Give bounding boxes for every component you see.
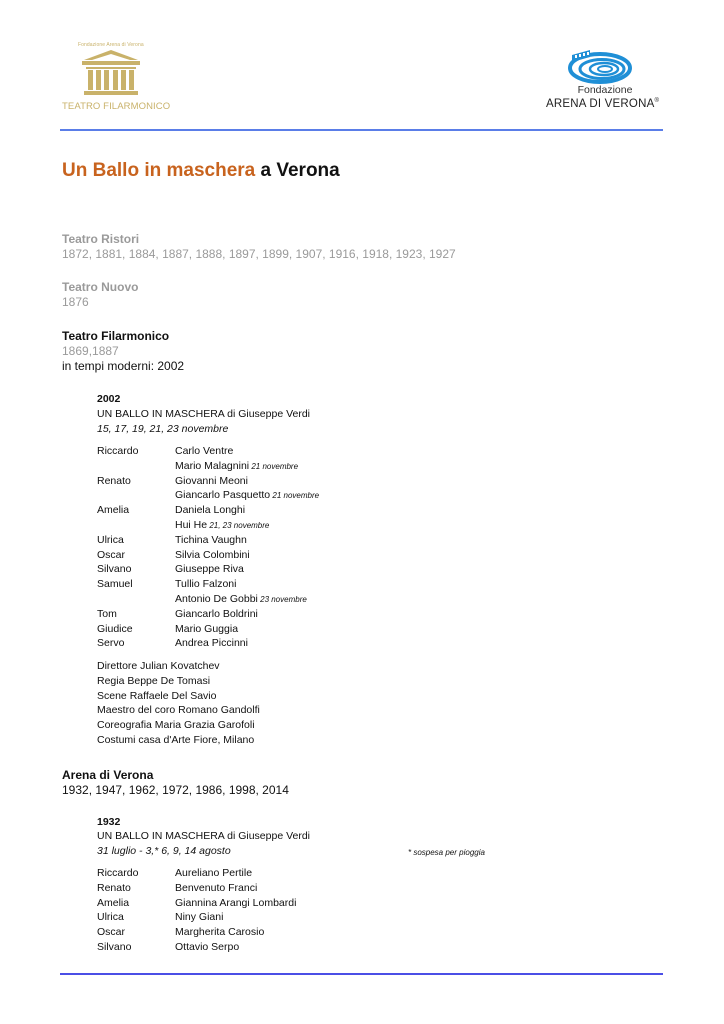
cast-role: Ulrica: [97, 911, 124, 924]
cast-role: Servo: [97, 637, 125, 650]
cast-singer: Giancarlo Pasquetto 21 novembre: [175, 489, 320, 502]
cast-date-note: 21, 23 novembre: [207, 521, 270, 530]
cast-date-note: 21 novembre: [249, 461, 299, 471]
cast-singer: Silvia Colombini: [175, 548, 250, 561]
cast-singer: Niny Giani: [175, 911, 224, 924]
cast-role: Amelia: [97, 504, 130, 517]
cast-singer: Aureliano Pertile: [175, 867, 253, 879]
cast-role: Renato: [97, 474, 131, 487]
page-title: [62, 160, 340, 182]
cast-singer: Tullio Falzoni: [175, 578, 237, 591]
venue-years-filarmonico: 1869,1887: [62, 344, 119, 358]
cast-role: Samuel: [97, 578, 133, 591]
cast-singer: Margherita Carosio: [175, 926, 265, 939]
cast-singer: Daniela Longhi: [175, 504, 246, 517]
credit-line: Coreografia Maria Grazia Garofoli: [97, 719, 255, 732]
credit-line: Direttore Julian Kovatchev: [97, 660, 220, 672]
footer-rule: [60, 973, 663, 975]
production-2002-dates: [97, 423, 228, 435]
production-year: 1932: [97, 816, 121, 828]
cast-singer: Ottavio Serpo: [175, 941, 240, 953]
cast-singer: Tichina Vaughn: [175, 533, 247, 546]
cast-singer: Giancarlo Boldrini: [175, 607, 258, 620]
footnote-rain: * sospesa per pioggia: [408, 848, 485, 857]
temple-icon: [80, 50, 142, 98]
cast-role: Silvano: [97, 941, 132, 953]
cast-singer: Hui He 21, 23 novembre: [175, 519, 270, 531]
venue-years-ristori: 1872, 1881, 1884, 1887, 1888, 1897, 1899, 1907, 1916, 1918, 1923, 1927: [62, 247, 456, 261]
logo-arena-text: ARENA DI VERONA: [546, 98, 655, 110]
cast-role: Ulrica: [97, 533, 124, 546]
credit-line: Scene Raffaele Del Savio: [97, 689, 217, 702]
cast-singer: Carlo Ventre: [175, 445, 234, 457]
cast-role: Giudice: [97, 622, 133, 635]
cast-singer: Mario Malagnini 21 novembre: [175, 459, 299, 472]
production-2002-year: [97, 393, 120, 405]
production-1932-year: [97, 816, 120, 828]
venue-name-ristori: Teatro Ristori: [62, 232, 140, 246]
cast-role: Riccardo: [97, 867, 139, 879]
cast-role: Tom: [97, 607, 117, 620]
production-dates: 31 luglio - 3,* 6, 9, 14 agosto: [97, 845, 231, 857]
cast-singer: Antonio De Gobbi 23 novembre: [175, 593, 307, 605]
cast-singer: Mario Guggia: [175, 622, 239, 635]
fondazione-arena-logo: [540, 44, 670, 120]
cast-role: Amelia: [97, 896, 130, 909]
production-dates: 15, 17, 19, 21, 23 novembre: [97, 423, 229, 435]
venue-years-arena: 1932, 1947, 1962, 1972, 1986, 1998, 2014: [62, 783, 289, 797]
venue-modern-filarmonico: in tempi moderni: 2002: [62, 359, 185, 373]
credit-line: Costumi casa d'Arte Fiore, Milano: [97, 734, 255, 746]
production-1932-dates: [97, 845, 231, 857]
cast-singer: Giuseppe Riva: [175, 563, 244, 576]
venue-name-arena: Arena di Verona: [62, 768, 154, 782]
venue-years-nuovo: 1876: [62, 295, 89, 309]
production-2002-title: UN BALLO IN MASCHERA di Giuseppe Verdi: [97, 408, 311, 420]
production-year: 2002: [97, 393, 121, 405]
cast-role: Silvano: [97, 563, 132, 576]
cast-role: Riccardo: [97, 445, 139, 457]
logo-line-arena: [546, 98, 659, 110]
header-rule: [60, 129, 663, 131]
cast-date-note: 21 novembre: [270, 491, 320, 501]
cast-date-note: 23 novembre: [257, 595, 307, 604]
logo-caption-top: Fondazione Arena di Verona: [78, 42, 144, 48]
cast-singer: Andrea Piccinni: [175, 637, 248, 650]
venue-name-filarmonico: Teatro Filarmonico: [62, 329, 170, 343]
logo-line-fondazione: Fondazione: [577, 84, 633, 96]
title-accent: Un Ballo in maschera: [62, 160, 256, 181]
cast-singer: Benvenuto Franci: [175, 881, 258, 894]
credit-line: Regia Beppe De Tomasi: [97, 674, 211, 687]
production-1932-title: UN BALLO IN MASCHERA di Giuseppe Verdi: [97, 830, 311, 842]
cast-singer: Giannina Arangi Lombardi: [175, 896, 297, 909]
cast-singer: Giovanni Meoni: [175, 474, 248, 487]
teatro-filarmonico-logo: [62, 38, 172, 118]
arena-rings-icon: [566, 46, 632, 84]
cast-role: Renato: [97, 881, 131, 894]
cast-role: Oscar: [97, 548, 126, 561]
registered-mark: ®: [654, 98, 660, 105]
logo-caption-bottom: TEATRO FILARMONICO: [62, 101, 171, 112]
title-rest: a Verona: [255, 160, 340, 181]
venue-name-nuovo: Teatro Nuovo: [62, 280, 139, 294]
credit-line: Maestro del coro Romano Gandolfi: [97, 704, 260, 717]
cast-role: Oscar: [97, 926, 126, 939]
